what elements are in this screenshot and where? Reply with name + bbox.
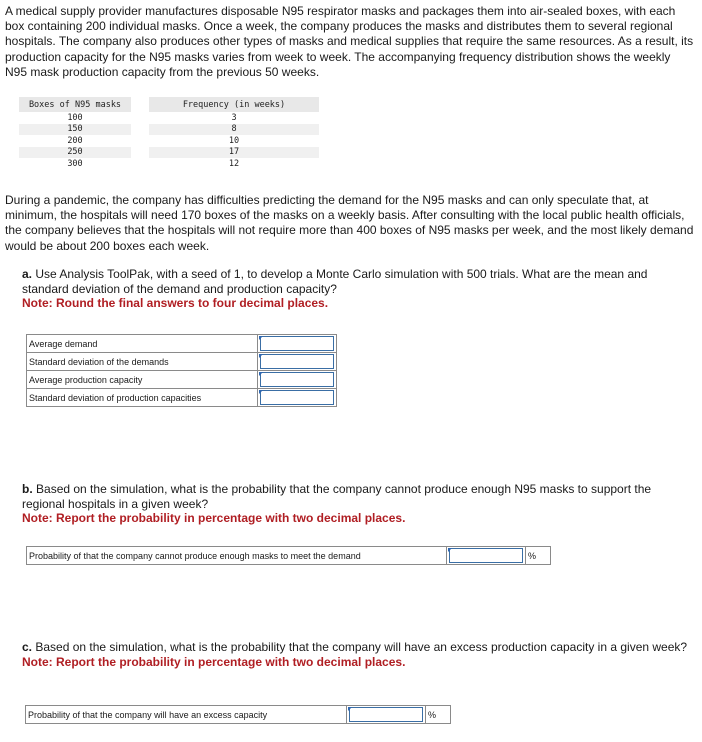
capacity-std-dev-input[interactable] [260, 390, 334, 405]
boxes-cell: 150 [19, 124, 131, 136]
answer-row [27, 389, 337, 407]
answer-row [27, 353, 337, 371]
question-a [22, 267, 692, 311]
capacity-std-dev-label: Standard deviation of production capacities [27, 389, 258, 407]
percentage-note: Note: Report the probability in percentage with two decimal places. [22, 654, 406, 669]
shortage-probability-input[interactable] [449, 548, 523, 563]
rounding-note: Note: Round the final answers to four decimal places. [22, 296, 329, 310]
frequency-cell: 17 [149, 147, 319, 159]
boxes-cell: 200 [67, 135, 83, 146]
percent-unit: % [526, 547, 551, 565]
average-demand-input[interactable] [260, 336, 334, 351]
problem-intro: A medical supply provider manufactures disposable N95 respirator masks and packages them into air-sealed boxes, with each box containing 200 individual masks. Once a week, the company produces the masks and distributes them to several regional hospitals. The company also produces other types of masks and medical supplies that require the same resources. As a result, its production capacity for the N95 masks varies from week to week. The accompanying frequency distribution shows the weekly N95 mask production capacity from the previous 50 weeks. [5, 4, 694, 79]
question-letter: a. [22, 267, 33, 281]
answer-row [26, 706, 451, 724]
input-marker-icon [259, 372, 263, 376]
frequency-cell: 3 [231, 112, 237, 123]
question-letter: c. [22, 640, 33, 654]
table-row [19, 112, 319, 124]
demand-std-dev-input[interactable] [260, 354, 334, 369]
answer-table-b [26, 546, 551, 565]
question-text: Based on the simulation, what is the probability that the company cannot produce enough N95 masks to support the regional hospitals in a given week? [22, 482, 652, 511]
frequency-table [19, 97, 319, 170]
excess-capacity-probability-input[interactable] [349, 707, 423, 722]
percent-unit: % [426, 706, 451, 724]
average-capacity-input[interactable] [260, 372, 334, 387]
table-row [19, 135, 319, 147]
table-row [19, 147, 319, 159]
answer-table-a [26, 334, 337, 407]
average-capacity-label: Average production capacity [27, 371, 258, 389]
question-letter: b. [22, 482, 33, 496]
boxes-cell: 300 [67, 158, 83, 169]
question-text: Based on the simulation, what is the probability that the company will have an excess production capacity in a given week? [35, 640, 688, 654]
shortage-probability-label: Probability of that the company cannot produce enough masks to meet the demand [27, 547, 447, 565]
table-row [19, 158, 319, 170]
boxes-cell: 100 [67, 112, 83, 123]
input-marker-icon [348, 707, 352, 711]
pandemic-paragraph: During a pandemic, the company has difficulties predicting the demand for the N95 masks and can only speculate that, at minimum, the hospitals will need 170 boxes of the masks on a weekly basis. After consulting with the local public health officials, the company believes that the hospitals will not require more than 400 boxes of N95 masks per week, and the most likely demand would be about 200 boxes each week. [5, 193, 694, 253]
percentage-note: Note: Report the probability in percentage with two decimal places. [22, 511, 406, 525]
answer-row [27, 371, 337, 389]
question-b [22, 482, 692, 526]
input-marker-icon [259, 354, 263, 358]
frequency-cell: 12 [228, 158, 240, 169]
input-marker-icon [259, 336, 263, 340]
question-text: Use Analysis ToolPak, with a seed of 1, to develop a Monte Carlo simulation with 500 trials. What are the mean and standard deviation of the demand and production capacity? [22, 267, 648, 296]
boxes-cell: 250 [19, 147, 131, 159]
boxes-column-header: Boxes of N95 masks [19, 97, 131, 112]
question-c [22, 640, 692, 669]
answer-row [27, 547, 551, 565]
answer-row [27, 335, 337, 353]
excess-capacity-probability-label: Probability of that the company will have an excess capacity [26, 706, 347, 724]
table-row [19, 124, 319, 136]
answer-table-c [25, 705, 451, 724]
frequency-table-header [19, 97, 319, 112]
frequency-column-header: Frequency (in weeks) [149, 97, 319, 112]
frequency-cell: 10 [228, 135, 240, 146]
demand-std-dev-label: Standard deviation of the demands [27, 353, 258, 371]
frequency-cell: 8 [149, 124, 319, 136]
input-marker-icon [259, 390, 263, 394]
input-marker-icon [448, 548, 452, 552]
average-demand-label: Average demand [27, 335, 258, 353]
